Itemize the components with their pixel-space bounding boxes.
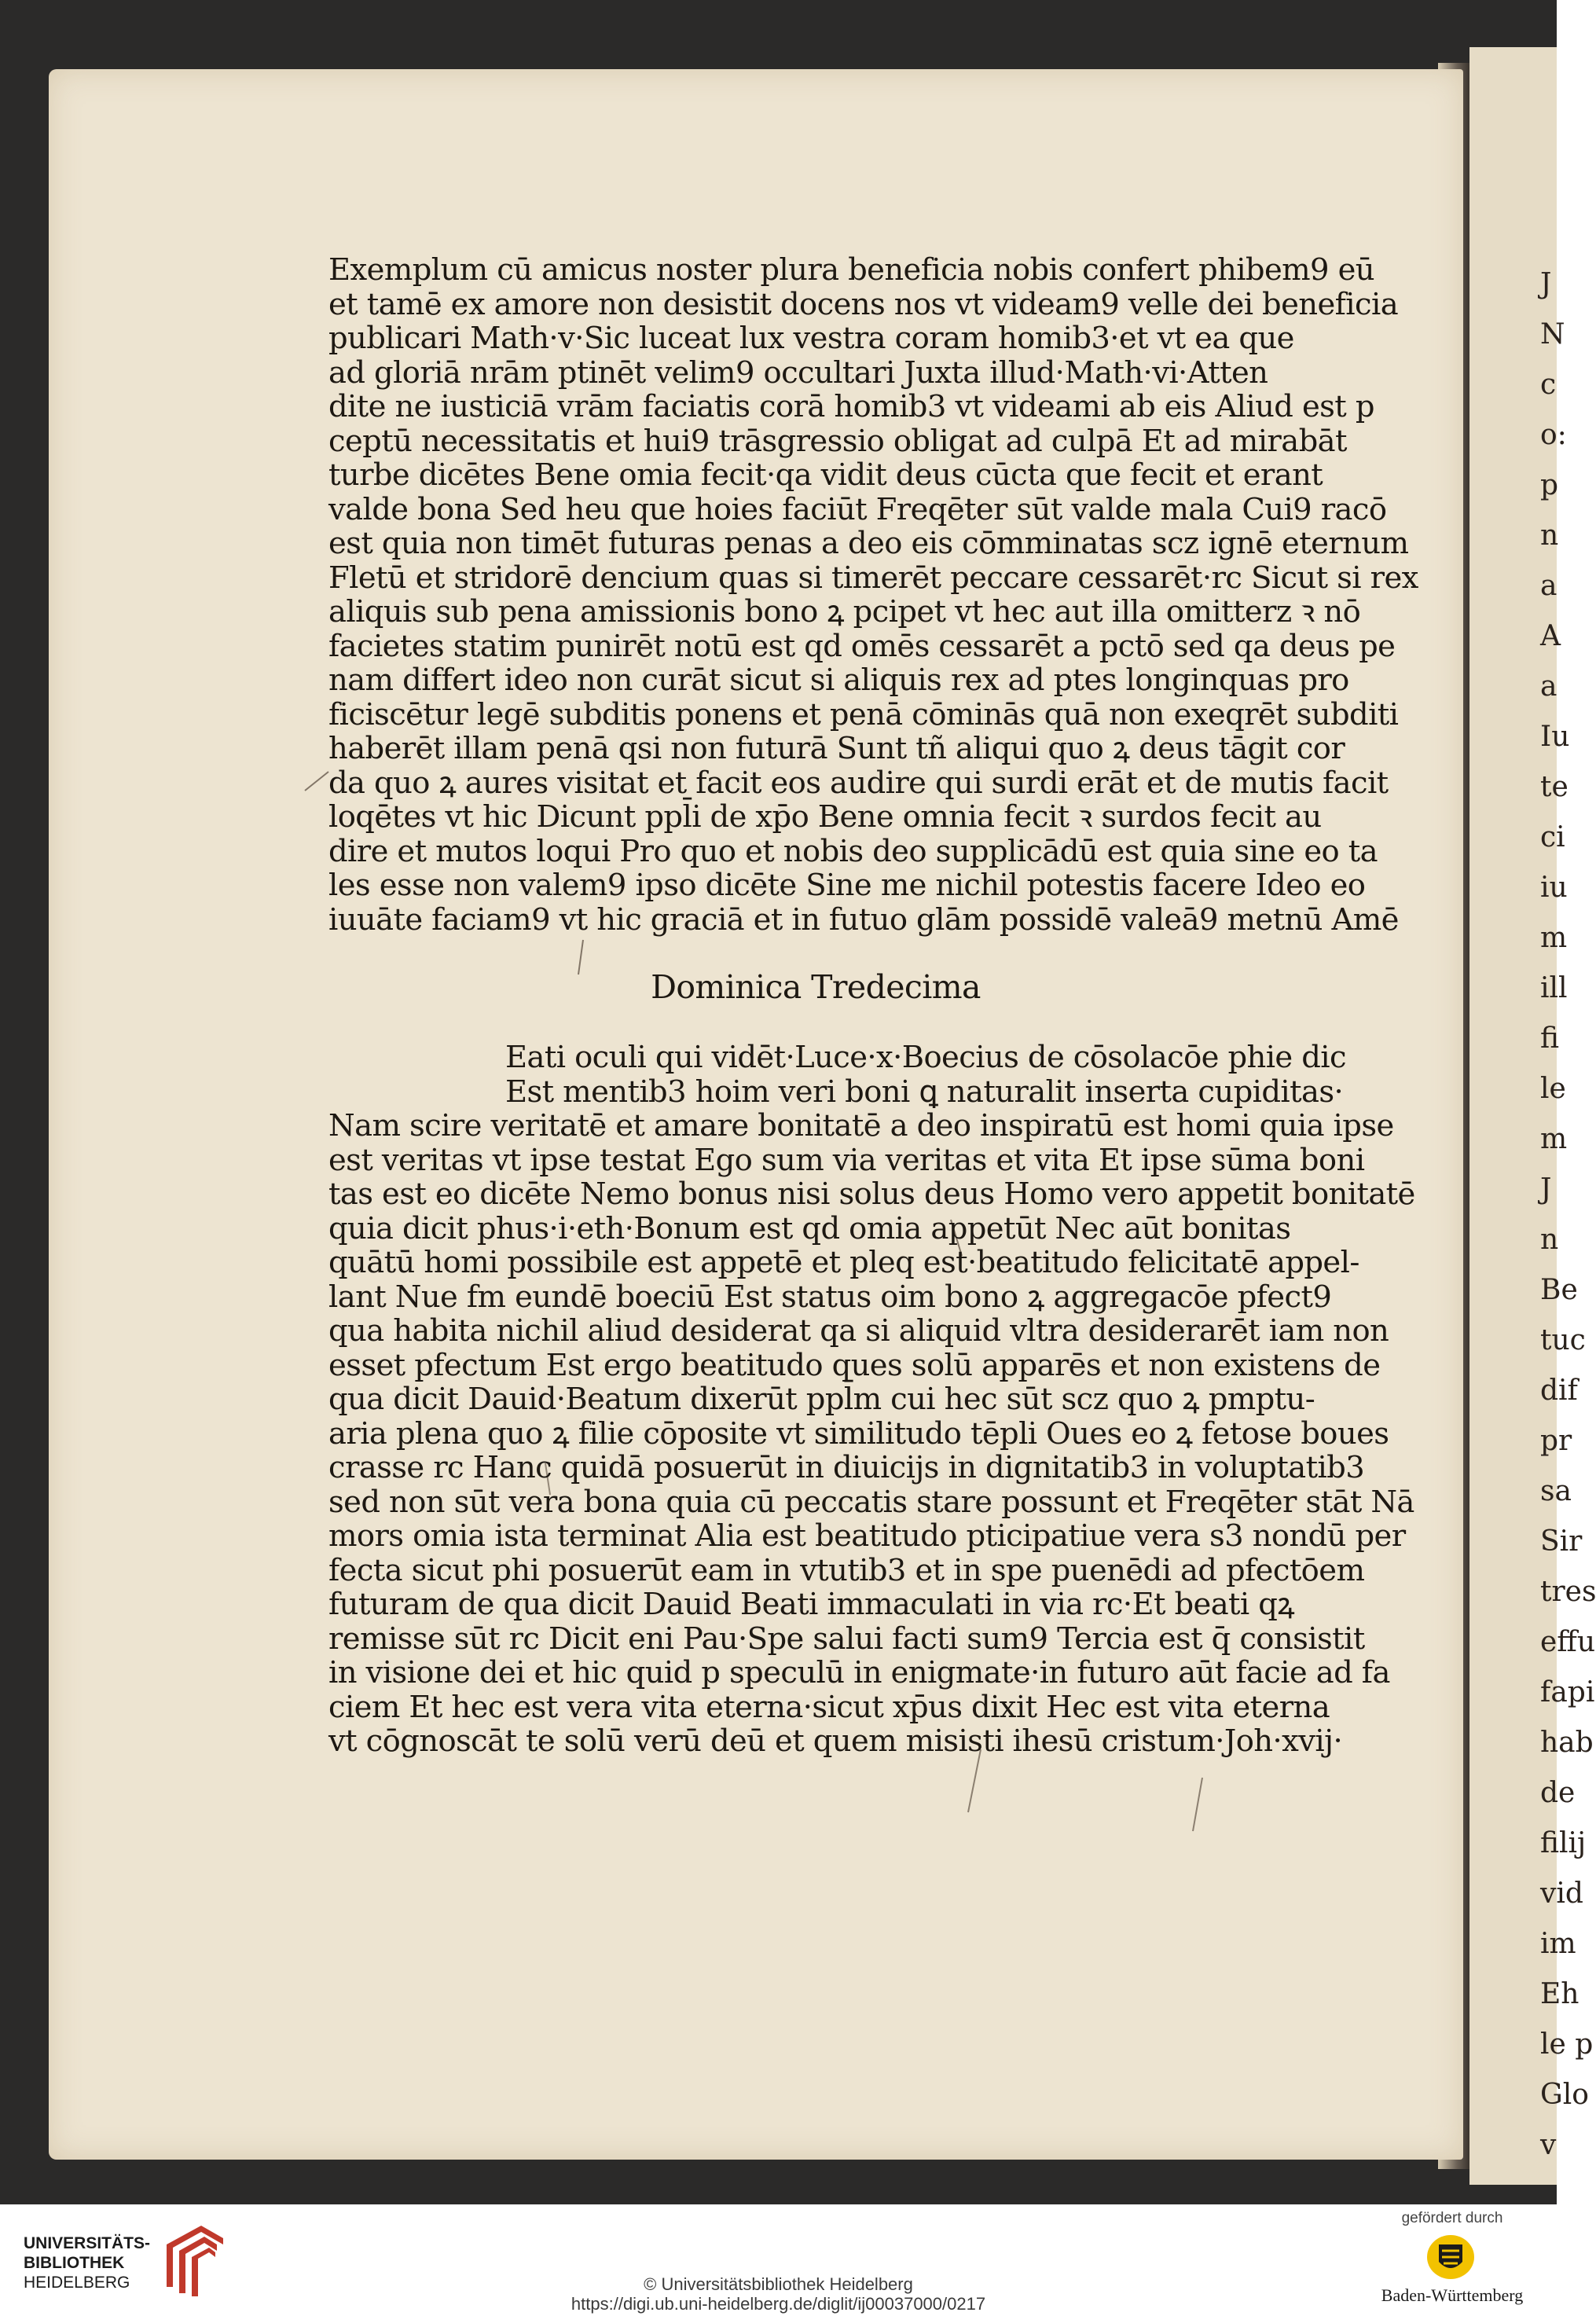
facing-page-fragment: Sir — [1540, 1525, 1583, 1558]
text-line: iuuāte faciam9 vt hic graciā et in futuo glām possidē valeā9 metnū Amē — [328, 901, 1399, 938]
text-line: Est mentib3 hoim veri boni ꝗ naturalit inserta cupiditas· — [505, 1074, 1344, 1110]
text-line: quātū homi possibile est appetē et pleq est·beatitudo felicitatē appel- — [328, 1245, 1359, 1280]
text-line: Exemplum cū amicus noster plura beneficia nobis confert phibem9 eū — [328, 252, 1374, 288]
text-line: quia dicit phus·i·eth·Bonum est qd omia appetūt Nec aūt bonitas — [328, 1210, 1291, 1246]
text-line: publicari Math·v·Sic luceat lux vestra coram homib3·et vt ea que — [328, 321, 1294, 356]
paragraph-previous-sermon — [328, 252, 1418, 938]
text-line: est quia non timēt futuras penas a deo eis cōmminatas scz ignē eternum — [328, 526, 1409, 561]
facing-page-fragment: pr — [1540, 1425, 1572, 1457]
text-line: dite ne iusticiā vrām faciatis corā homib3 vt videami ab eis Aliud est p — [328, 389, 1374, 424]
text-line: qua dicit Dauid·Beatum dixerūt ppl̄m cui hec sūt scz quo ꝝ pmptu- — [328, 1382, 1315, 1417]
text-line: esset pfectum Est ergo beatitudo ques solū apparēs et non existens de — [328, 1347, 1381, 1383]
copyright-notice: © Universitätsbibliothek Heidelberg — [644, 2274, 913, 2294]
facing-page-fragment: tres — [1540, 1576, 1596, 1608]
facing-page-fragment: m — [1540, 1123, 1568, 1155]
text-line: et tamē ex amore non desistit docens nos vt videam9 velle dei beneficia — [328, 286, 1399, 322]
facing-page-fragment: ci — [1540, 821, 1565, 853]
text-line: da quo ꝝ aures visitat et facit eos audire qui surdi erāt et de mutis facit — [328, 765, 1389, 801]
text-line: turbe dicētes Bene omia fecit·qa vidit deus cūcta que fecit et erant — [328, 457, 1323, 493]
facing-page-fragment: p — [1540, 469, 1559, 501]
text-line: facietes statim punirēt notū est qd omēs cessarēt a pctō sed qa deus pe — [328, 628, 1396, 664]
text-line: valde bona Sed heu que hoies faciūt Freqēter sūt valde mala Cui9 racō — [328, 491, 1387, 527]
text-line: mors omia ista terminat Alia est beatitudo pticipatiue vera s3 nondū per — [328, 1518, 1406, 1554]
facing-page-fragment: fi — [1540, 1022, 1560, 1055]
text-line: qua habita nichil aliud desiderat qa si aliquid vltra desiderarēt iam non — [328, 1313, 1389, 1349]
facing-page-fragment: effu — [1540, 1626, 1596, 1658]
facing-page-fragment: dif — [1540, 1375, 1578, 1407]
text-line: Fletū et stridorē dencium quas si timerēt peccare cessarēt·rc Sicut si rex — [328, 560, 1418, 596]
facing-page-fragment: v — [1540, 2129, 1557, 2161]
logo-line-3: HEIDELBERG — [24, 2274, 130, 2292]
section-heading: Dominica Tredecima — [651, 968, 981, 1006]
text-line: les esse non valem9 ipso dicēte Sine me nichil potestis facere Ideo eo — [328, 868, 1366, 903]
facing-page-fragment: J — [1540, 1173, 1552, 1206]
logo-line-1: UNIVERSITÄTS- — [24, 2234, 151, 2252]
facing-page-fragment: Glo — [1540, 2079, 1589, 2111]
facing-page-fragment: a — [1540, 570, 1557, 602]
baden-wuerttemberg-crest-icon — [1423, 2232, 1478, 2282]
facing-page-fragment: N — [1540, 318, 1565, 351]
funded-by-label: gefördert durch — [1401, 2210, 1503, 2226]
text-line: loqētes vt hic Dicunt ppl̄i de xp̄o Bene omnia fecit ꝛ surdos fecit au — [328, 799, 1322, 835]
facing-page-fragment: ill — [1540, 972, 1568, 1004]
text-line: dire et mutos loqui Pro quo et nobis deo supplicādū est quia sine eo ta — [328, 833, 1378, 869]
text-line: sed non sūt vera bona quia cū peccatis stare possunt et Freqēter stāt Nā — [328, 1484, 1414, 1520]
permalink-url[interactable]: https://digi.ub.uni-heidelberg.de/diglit/ij00037000/0217 — [571, 2294, 986, 2314]
facing-page-fragment: le — [1540, 1073, 1566, 1105]
logo-line-2: BIBLIOTHEK — [24, 2254, 125, 2272]
facing-page-fragment: tuc — [1540, 1324, 1586, 1356]
facing-page-fragment: Iu — [1540, 721, 1570, 753]
facing-page-fragment: o: — [1540, 419, 1567, 451]
text-line: vt cōgnoscāt te solū verū deū et quem misisti ihesū cristum·Joh·xvij· — [328, 1723, 1343, 1759]
text-line: aliquis sub pena amissionis bono ꝝ pcipet vt hec aut illa omitterz ꝛ nō — [328, 594, 1361, 629]
text-line: aria plena quo ꝝ filie cōposite vt similitudo tēpli Oues eo ꝝ fetose boues — [328, 1415, 1389, 1452]
facing-page-fragment: J — [1540, 268, 1552, 300]
facing-page-fragment: le p — [1540, 2028, 1594, 2061]
facing-page-fragment: A — [1540, 620, 1561, 652]
text-line: ficiscētur legē subditis ponens et penā cōminās quā non exeqrēt subditi — [328, 696, 1399, 732]
text-line: est veritas vt ipse testat Ego sum via veritas et vita Et ipse sūma boni — [328, 1142, 1365, 1178]
facing-page-fragment: iu — [1540, 872, 1568, 904]
facing-page-fragment: Be — [1540, 1274, 1578, 1306]
text-line: futuram de qua dicit Dauid Beati immaculati in via rc·Et beati qꝝ — [328, 1587, 1294, 1622]
text-line: in visione dei et hic quid p speculū in enigmate·in futuro aūt facie ad fa — [328, 1655, 1390, 1690]
facing-page-fragment: de — [1540, 1777, 1576, 1809]
text-line: tas est eo dicēte Nemo bonus nisi solus deus Homo vero appetit bonitatē — [328, 1176, 1415, 1212]
text-line: nam differt ideo non curāt sicut si aliquis rex ad ptes longinquas pro — [328, 663, 1349, 698]
text-line: ceptū necessitatis et hui9 trāsgressio obligat ad culpā Et ad mirabāt — [328, 423, 1347, 459]
text-line: crasse rc Hanc quidā posuerūt in diuicijs in dignitatib3 in voluptatib3 — [328, 1450, 1365, 1485]
text-line: ad gloriā nrām ptinēt velim9 occultari Juxta illud·Math·vi·Atten — [328, 354, 1268, 391]
facing-page-fragment: Eh — [1540, 1978, 1579, 2010]
facing-page-fragment: filij — [1540, 1827, 1587, 1859]
paragraph-opening-indented — [328, 1040, 1346, 1110]
facing-page-fragment: vid — [1540, 1877, 1583, 1910]
text-line: ciem Et hec est vera vita eterna·sicut xp̄us dixit Hec est vita eterna — [328, 1689, 1330, 1725]
facing-page-fragment: hab — [1540, 1727, 1594, 1759]
facing-page-fragment: c — [1540, 369, 1557, 401]
facing-page-fragment: im — [1540, 1928, 1576, 1960]
manuscript-text — [328, 252, 1418, 1759]
text-line: Eati oculi qui vidēt·Luce·x·Boecius de cōsolacōe phie dic — [505, 1040, 1346, 1075]
facing-page-fragment: te — [1540, 771, 1568, 803]
text-line: remisse sūt rc Dicit eni Pau·Spe salui facti sum9 Tercia est q̄ consistit — [328, 1620, 1365, 1657]
text-line: Nam scire veritatē et amare bonitatē a deo inspiratū est homi quia ipse — [328, 1108, 1394, 1143]
paragraph-dominica-tredecima — [328, 1108, 1415, 1759]
facing-page-fragment: n — [1540, 1224, 1559, 1256]
facing-page-fragment: sa — [1540, 1475, 1572, 1507]
facing-page-fragment: n — [1540, 519, 1559, 552]
facing-page-fragment: m — [1540, 922, 1568, 954]
facing-page-fragment: fapi — [1540, 1676, 1595, 1709]
text-line: lant Nue fm eundē boeciū Est status oim bono ꝝ aggregacōe pfect9 — [328, 1279, 1332, 1315]
text-line: haberēt illam penā qsi non futurā Sunt tñ aliqui quo ꝝ deus tāgit cor — [328, 731, 1345, 766]
text-line: fecta sicut phi posuerūt eam in vtutib3 et in spe puenēdi ad pfectōem — [328, 1552, 1365, 1588]
facing-page-fragment: a — [1540, 670, 1557, 703]
baden-wuerttemberg-label: Baden-Württemberg — [1381, 2285, 1524, 2305]
